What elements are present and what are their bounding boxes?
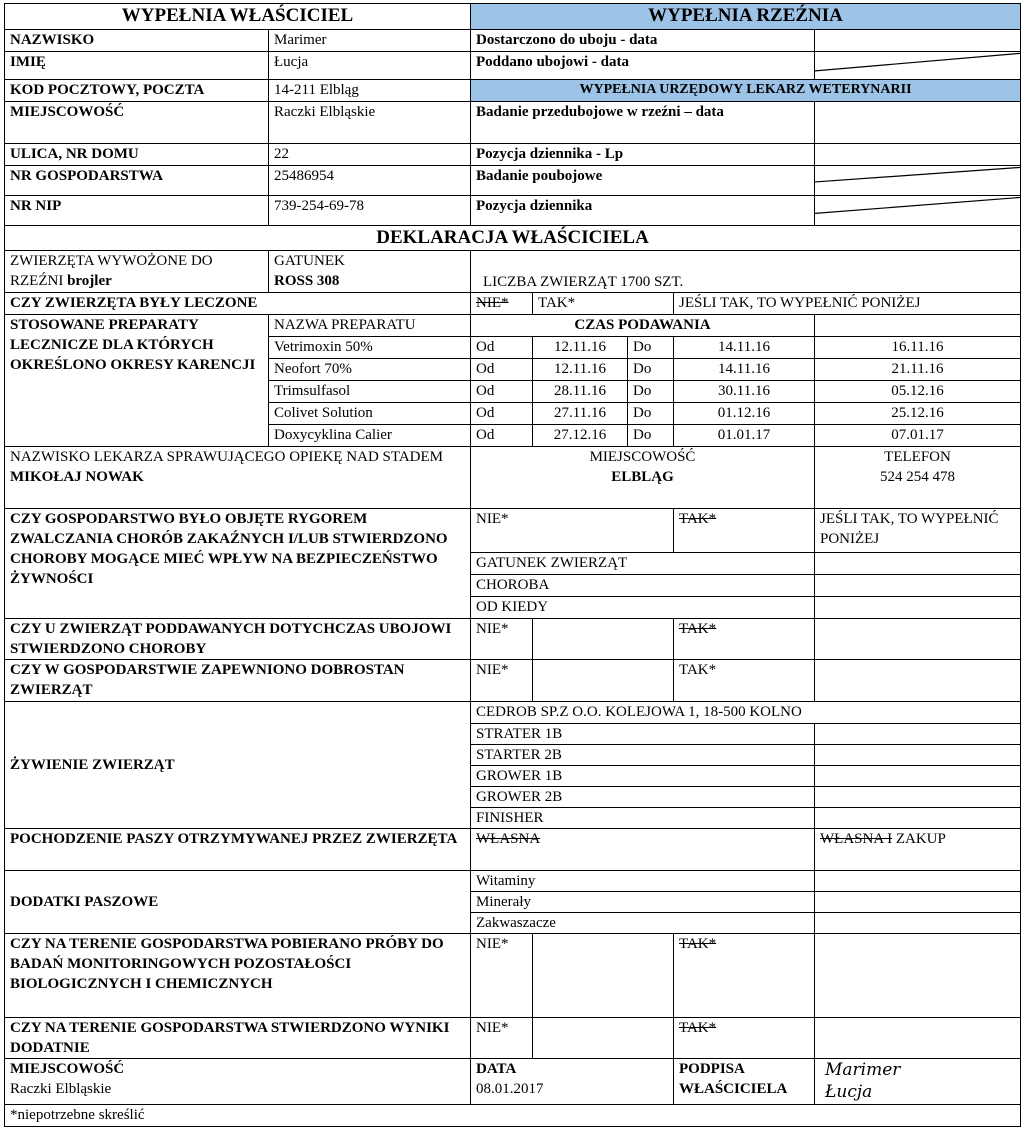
medicine-name[interactable]: Doxycyklina Calier	[269, 425, 471, 447]
rigor-species-field[interactable]	[815, 553, 1021, 575]
rigor-since-field[interactable]	[815, 597, 1021, 619]
to-label: Do	[628, 359, 674, 381]
journal-lp-label: Pozycja dziennika - Lp	[471, 144, 815, 166]
rigor-if-note: JEŚLI TAK, TO WYPEŁNIĆ PONIŻEJ	[815, 509, 1021, 553]
feed-item[interactable]: CEDROB SP.Z O.O. KOLEJOWA 1, 18-500 KOLNO	[471, 702, 1021, 724]
treated-if-note: JEŚLI TAK, TO WYPEŁNIĆ PONIŻEJ	[674, 293, 1021, 315]
species-value[interactable]: ROSS 308	[274, 273, 340, 289]
additive-item[interactable]: Zakwaszacze	[471, 913, 815, 934]
feed-item[interactable]: FINISHER	[471, 808, 815, 829]
delivered-date-label: Dostarczono do uboju - data	[471, 30, 815, 52]
medicine-name[interactable]: Neofort 70%	[269, 359, 471, 381]
journal-field[interactable]	[815, 196, 1021, 226]
feed-origin-own[interactable]: WŁASNA	[471, 829, 815, 871]
treated-question: CZY ZWIERZĘTA BYŁY LECZONE	[5, 293, 471, 315]
medicine-to-date[interactable]: 30.11.16	[674, 381, 815, 403]
to-label: Do	[628, 425, 674, 447]
feed-extra[interactable]	[815, 808, 1021, 829]
species-label: GATUNEK	[274, 253, 345, 269]
welfare-yes-box[interactable]	[815, 660, 1021, 702]
vet-town-label: MIEJSCOWOŚĆ	[589, 449, 696, 465]
medicine-from-date[interactable]: 12.11.16	[533, 359, 628, 381]
additive-extra[interactable]	[815, 913, 1021, 934]
welfare-no-option[interactable]: NIE*	[471, 660, 533, 702]
withdrawal-end-date[interactable]: 25.12.16	[815, 403, 1021, 425]
medicine-name[interactable]: Colivet Solution	[269, 403, 471, 425]
diseases-no-option[interactable]: NIE*	[471, 619, 533, 660]
additives-label: DODATKI PASZOWE	[5, 871, 471, 934]
postal-code-value[interactable]: 14-211 Elbląg	[269, 80, 471, 102]
samples-yes-option[interactable]: TAK*	[674, 934, 815, 1018]
samples-no-box[interactable]	[533, 934, 674, 1018]
nip-value[interactable]: 739-254-69-78	[269, 196, 471, 226]
rigor-disease-field[interactable]	[815, 575, 1021, 597]
footer-town-label: MIEJSCOWOŚĆ	[10, 1061, 125, 1077]
strike-line	[815, 166, 1020, 195]
medicine-to-date[interactable]: 01.01.17	[674, 425, 815, 447]
welfare-yes-option[interactable]: TAK*	[674, 660, 815, 702]
medicine-from-date[interactable]: 12.11.16	[533, 337, 628, 359]
footer-town-value[interactable]: Raczki Elbląskie	[10, 1081, 112, 1097]
footnote: *niepotrzebne skreślić	[5, 1105, 1021, 1127]
pre-slaughter-exam-label: Badanie przedubojowe w rzeźni – data	[471, 102, 815, 144]
additive-item[interactable]: Minerały	[471, 892, 815, 913]
feed-origin-purchase: ZAKUP	[895, 831, 946, 847]
first-name-label: IMIĘ	[5, 52, 269, 80]
diseases-yes-option[interactable]: TAK*	[674, 619, 815, 660]
slaughtered-date-field[interactable]	[815, 52, 1021, 80]
town-value[interactable]: Raczki Elbląskie	[269, 102, 471, 144]
medicines-label: STOSOWANE PREPARATY LECZNICZE DLA KTÓRYCH OKREŚLONO OKRESY KARENCJI	[5, 315, 269, 447]
pre-slaughter-exam-field[interactable]	[815, 102, 1021, 144]
slaughterhouse-section-header: WYPEŁNIA RZEŹNIA	[471, 4, 1021, 30]
samples-yes-box[interactable]	[815, 934, 1021, 1018]
declaration-title: DEKLARACJA WŁAŚCICIELA	[5, 226, 1021, 251]
treated-no-option[interactable]: NIE*	[471, 293, 533, 315]
vet-section-header: WYPEŁNIA URZĘDOWY LEKARZ WETERYNARII	[471, 80, 1021, 102]
withdrawal-end-date[interactable]: 16.11.16	[815, 337, 1021, 359]
delivered-date-field[interactable]	[815, 30, 1021, 52]
vet-phone-label: TELEFON	[884, 449, 951, 465]
form-table	[4, 3, 1021, 1127]
feed-item[interactable]: STARTER 2B	[471, 745, 815, 766]
feed-extra[interactable]	[815, 724, 1021, 745]
diseases-question: CZY U ZWIERZĄT PODDAWANYCH DOTYCHCZAS UBOJOWI STWIERDZONO CHOROBY	[5, 619, 471, 660]
footer-town-cell	[5, 1059, 471, 1105]
owner-section-header: WYPEŁNIA WŁAŚCICIEL	[5, 4, 471, 30]
additive-item[interactable]: Witaminy	[471, 871, 815, 892]
withdrawal-end-date[interactable]: 21.11.16	[815, 359, 1021, 381]
medicine-name[interactable]: Trimsulfasol	[269, 381, 471, 403]
medicine-to-date[interactable]: 01.12.16	[674, 403, 815, 425]
positive-no-option[interactable]: NIE*	[471, 1018, 533, 1059]
feed-item[interactable]: GROWER 2B	[471, 787, 815, 808]
vet-phone-value[interactable]: 524 254 478	[880, 469, 955, 485]
medicine-name-header: NAZWA PREPARATU	[269, 315, 471, 337]
additive-extra[interactable]	[815, 871, 1021, 892]
feed-item[interactable]: STRATER 1B	[471, 724, 815, 745]
to-label: Do	[628, 337, 674, 359]
signature-line-2: Łucja	[825, 1082, 873, 1102]
town-label: MIEJSCOWOŚĆ	[5, 102, 269, 144]
species-cell	[269, 251, 471, 293]
from-label: Od	[471, 403, 533, 425]
farm-number-label: NR GOSPODARSTWA	[5, 166, 269, 196]
animal-count[interactable]: LICZBA ZWIERZĄT 1700 SZT.	[471, 251, 1021, 293]
medicine-to-date[interactable]: 14.11.16	[674, 337, 815, 359]
rigor-question: CZY GOSPODARSTWO BYŁO OBJĘTE RYGOREM ZWALCZANIA CHORÓB ZAKAŹNYCH I/LUB STWIERDZONO CHOROBY MOGĄCE MIEĆ WPŁYW NA BEZPIECZEŃSTWO ŻYWNOŚCI	[5, 509, 471, 619]
vet-cell	[5, 447, 471, 509]
medicine-from-date[interactable]: 28.11.16	[533, 381, 628, 403]
animals-label: ZWIERZĘTA WYWOŻONE DO RZEŹNI	[10, 253, 213, 289]
feed-extra[interactable]	[815, 766, 1021, 787]
vet-town-value[interactable]: ELBLĄG	[611, 469, 674, 485]
post-slaughter-exam-label: Badanie poubojowe	[471, 166, 815, 196]
slaughtered-date-label: Poddano ubojowi - data	[471, 52, 815, 80]
strike-line	[815, 52, 1020, 79]
feed-extra[interactable]	[815, 787, 1021, 808]
vet-label: NAZWISKO LEKARZA SPRAWUJĄCEGO OPIEKĘ NAD STADEM	[10, 449, 444, 465]
diseases-no-box[interactable]	[533, 619, 674, 660]
nip-label: NR NIP	[5, 196, 269, 226]
additive-extra[interactable]	[815, 892, 1021, 913]
slaughter-declaration-form	[4, 3, 1020, 1127]
treated-yes-option[interactable]: TAK*	[533, 293, 674, 315]
first-name-value[interactable]: Łucja	[269, 52, 471, 80]
animals-cell	[5, 251, 269, 293]
footer-date-cell	[471, 1059, 674, 1105]
farm-number-value[interactable]: 25486954	[269, 166, 471, 196]
positive-no-box[interactable]	[533, 1018, 674, 1059]
withdrawal-end-date[interactable]: 05.12.16	[815, 381, 1021, 403]
feed-item[interactable]: GROWER 1B	[471, 766, 815, 787]
rigor-disease-label: CHOROBA	[471, 575, 815, 597]
footer-date-value[interactable]: 08.01.2017	[476, 1081, 544, 1097]
medicine-from-date[interactable]: 27.12.16	[533, 425, 628, 447]
samples-question: CZY NA TERENIE GOSPODARSTWA POBIERANO PRÓBY DO BADAŃ MONITORINGOWYCH POZOSTAŁOŚCI BIOLOGICZNYCH I CHEMICZNYCH	[5, 934, 471, 1018]
street-value[interactable]: 22	[269, 144, 471, 166]
surname-label: NAZWISKO	[5, 30, 269, 52]
welfare-no-box[interactable]	[533, 660, 674, 702]
animals-value[interactable]: brojler	[67, 273, 112, 289]
rigor-no-option[interactable]: NIE*	[471, 509, 674, 553]
vet-phone-cell	[815, 447, 1021, 509]
from-label: Od	[471, 337, 533, 359]
samples-no-option[interactable]: NIE*	[471, 934, 533, 1018]
administration-time-header: CZAS PODAWANIA	[471, 315, 815, 337]
from-label: Od	[471, 381, 533, 403]
header-empty	[815, 315, 1021, 337]
feed-origin-mixed[interactable]	[815, 829, 1021, 871]
signature-line-1: Marimer	[825, 1060, 901, 1080]
feed-origin-mixed-struck: WŁASNA I	[820, 831, 893, 847]
positive-yes-option[interactable]: TAK*	[674, 1018, 815, 1059]
feed-origin-question: POCHODZENIE PASZY OTRZYMYWANEJ PRZEZ ZWIERZĘTA	[5, 829, 471, 871]
to-label: Do	[628, 381, 674, 403]
medicine-name[interactable]: Vetrimoxin 50%	[269, 337, 471, 359]
owner-signature[interactable]	[815, 1059, 1021, 1105]
feed-extra[interactable]	[815, 745, 1021, 766]
vet-town-cell	[471, 447, 815, 509]
journal-lp-field[interactable]	[815, 144, 1021, 166]
positive-question: CZY NA TERENIE GOSPODARSTWA STWIERDZONO WYNIKI DODATNIE	[5, 1018, 471, 1059]
medicine-to-date[interactable]: 14.11.16	[674, 359, 815, 381]
medicine-from-date[interactable]: 27.11.16	[533, 403, 628, 425]
footer-date-label: DATA	[476, 1061, 517, 1077]
positive-yes-box[interactable]	[815, 1018, 1021, 1059]
journal-label: Pozycja dziennika	[471, 196, 815, 226]
signature-label: PODPISA WŁAŚCICIELA	[674, 1059, 815, 1105]
rigor-species-label: GATUNEK ZWIERZĄT	[471, 553, 815, 575]
post-slaughter-exam-field[interactable]	[815, 166, 1021, 196]
street-label: ULICA, NR DOMU	[5, 144, 269, 166]
from-label: Od	[471, 359, 533, 381]
surname-value[interactable]: Marimer	[269, 30, 471, 52]
postal-code-label: KOD POCZTOWY, POCZTA	[5, 80, 269, 102]
strike-line	[815, 196, 1020, 225]
vet-name[interactable]: MIKOŁAJ NOWAK	[10, 469, 144, 485]
rigor-since-label: OD KIEDY	[471, 597, 815, 619]
rigor-yes-option[interactable]: TAK*	[674, 509, 815, 553]
welfare-question: CZY W GOSPODARSTWIE ZAPEWNIONO DOBROSTAN ZWIERZĄT	[5, 660, 471, 702]
feeding-label: ŻYWIENIE ZWIERZĄT	[5, 702, 471, 829]
diseases-yes-box[interactable]	[815, 619, 1021, 660]
from-label: Od	[471, 425, 533, 447]
withdrawal-end-date[interactable]: 07.01.17	[815, 425, 1021, 447]
to-label: Do	[628, 403, 674, 425]
